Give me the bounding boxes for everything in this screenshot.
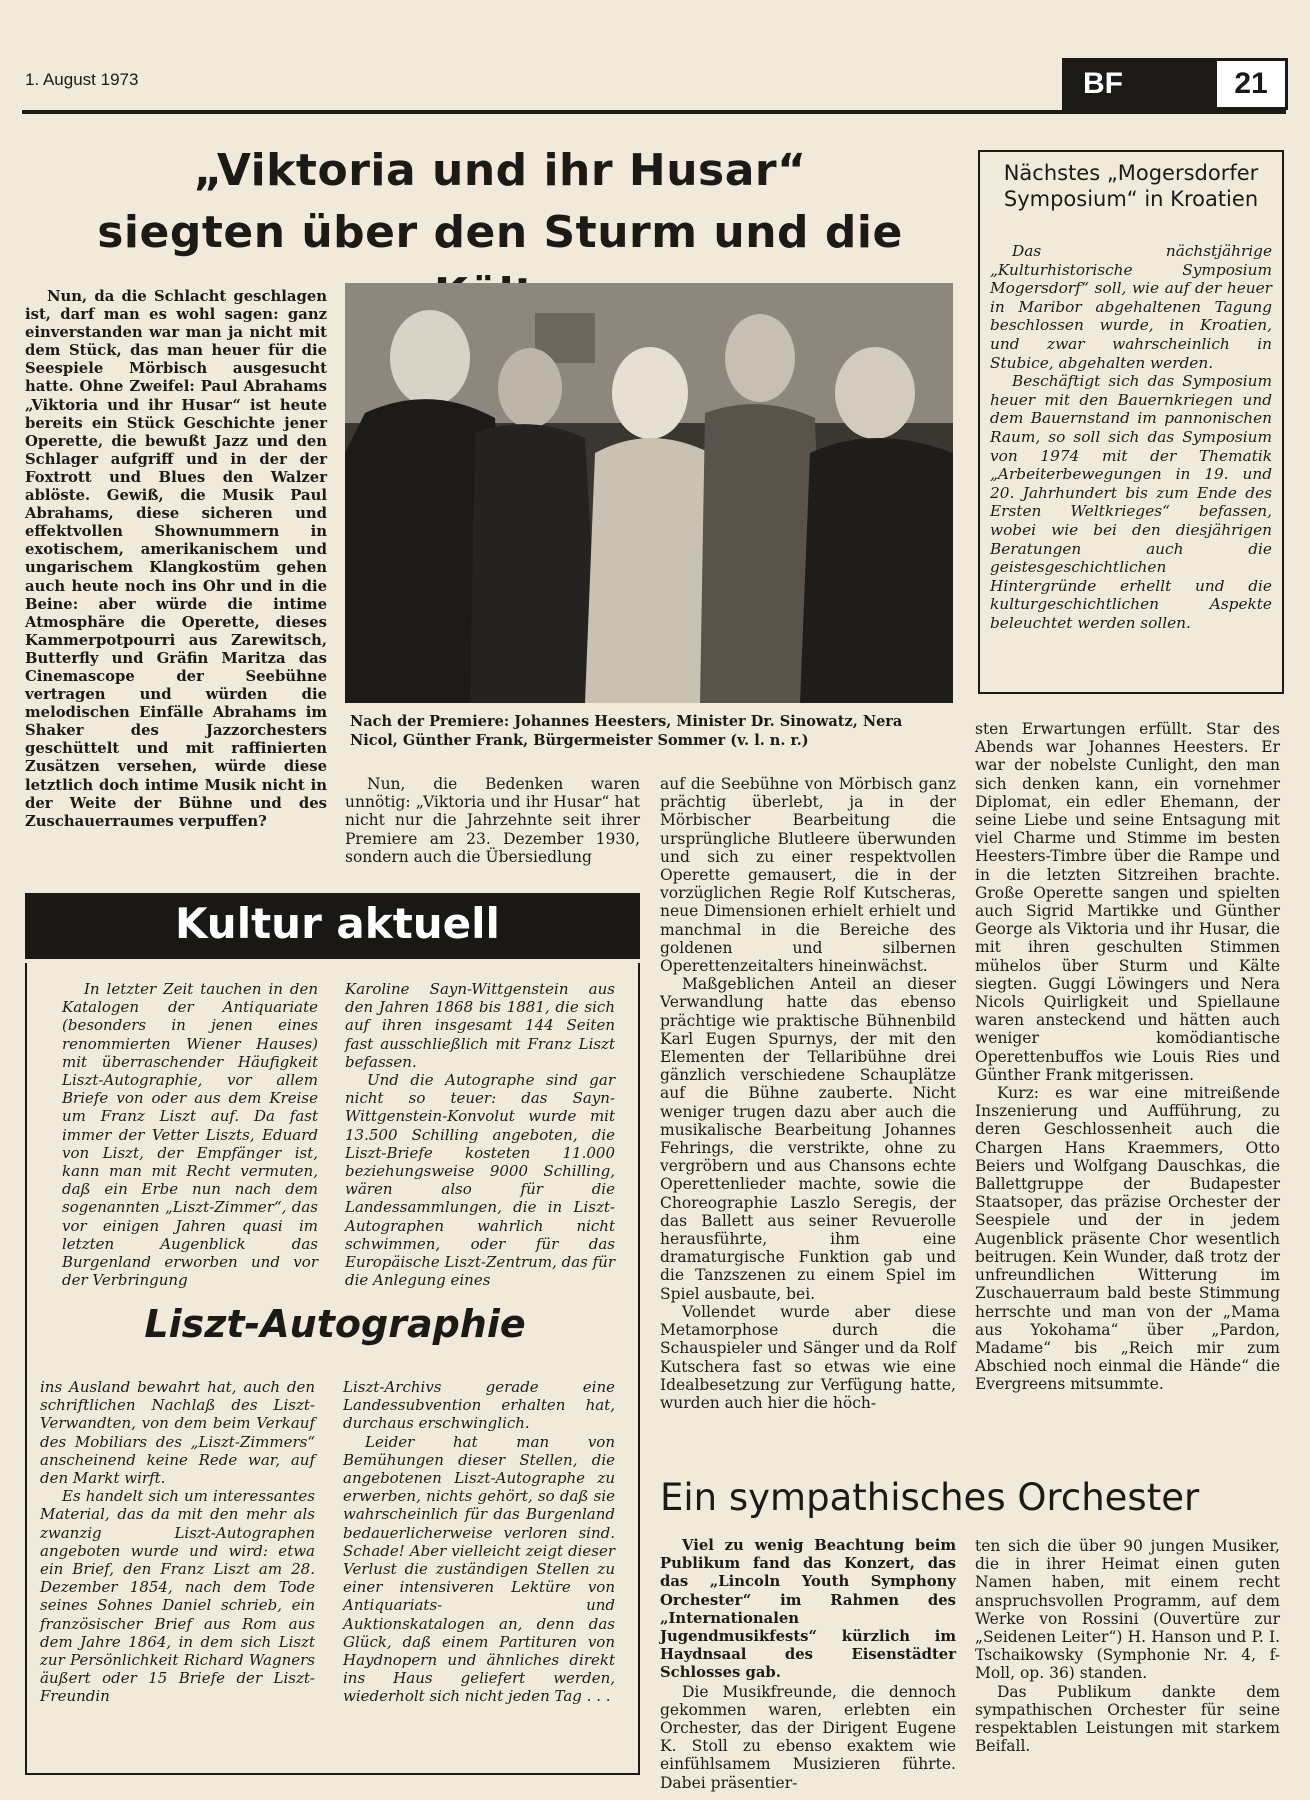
kultur-paragraph: Leider hat man von Bemühungen dieser Stellen, die angebotenen Liszt-Autographe zu erwerben, nichts gehört, so daß sie wahrscheinlich für das Burgenland bedauerlicherweise verloren sind. Schade! Aber vielleicht zeigt dieser Verlust die zuständigen Stellen zu einer intensiveren Lektüre von Antiquariats- und Auktionskatalogen an, denn das Glück, daß einem Partituren von Haydnopern und ähnliches direkt ins Haus geliefert werden, wiederholt sich nicht jeden Tag . . . bbox=[343, 1432, 615, 1706]
issue-date: 1. August 1973 bbox=[25, 70, 139, 89]
article-column-4 bbox=[975, 720, 1280, 1394]
article-paragraph: auf die Seebühne von Mörbisch ganz prächtig überlebt, ja in der Mörbischer Bearbeitung die ursprüngliche Blutleere überwunden und sich zu einer respektvollen Operette gemausert, die in der vorzüglichen Regie Rolf Kutscheras, neue Dimensionen erhielt erhielt und manchmal in die Bereiche des goldenen und silbernen Operettenzeitalters hineinwächst. bbox=[660, 775, 956, 976]
orchester-headline: Ein sympathisches Orchester bbox=[660, 1476, 1200, 1519]
article-paragraph: Vollendet wurde aber diese Metamorphose durch die Schauspieler und Sänger und da Rolf Kutschera fast so etwas wie eine Idealbesetzung zur Verfügung hatte, wurden auch hier die höch- bbox=[660, 1302, 956, 1412]
kultur-paragraph: Es handelt sich um interessantes Material, das da mit den mehr als zwanzig Liszt-Autographen angeboten wurde und wird: etwa ein Brief, den Franz Liszt am 28. Dezember 1854, nach dem Tode seines Sohnes Daniel schrieb, ein französischer Brief aus Rom aus dem Jahre 1864, in dem sich Liszt zur Persönlichkeit Richard Wagners äußert oder 15 Briefe der Liszt-Freundin bbox=[40, 1487, 315, 1706]
photo-caption: Nach der Premiere: Johannes Heesters, Minister Dr. Sinowatz, Nera Nicol, Günther Frank, Bürgermeister Sommer (v. l. n. r.) bbox=[350, 713, 903, 749]
orchester-paragraph: Das Publikum dankte dem sympathischen Orchester für seine respektablen Leistungen mit starkem Beifall. bbox=[975, 1682, 1280, 1756]
kultur-paragraph: Karoline Sayn-Wittgenstein aus den Jahren 1868 bis 1881, die sich auf ihren insgesamt 144 Seiten fast ausschließlich mit Franz Liszt befassen. bbox=[345, 980, 615, 1071]
header-rule bbox=[22, 110, 1286, 114]
symposium-sidebar bbox=[978, 150, 1284, 694]
article-paragraph: Nun, die Bedenken waren unnötig: „Viktoria und ihr Husar“ hat nicht nur die Jahrzehnte seit ihrer Premiere am 23. Dezember 1930, sondern auch die Übersiedlung bbox=[345, 775, 640, 866]
orchester-column-1 bbox=[660, 1537, 956, 1792]
sidebar-body bbox=[990, 242, 1272, 632]
sidebar-title: Nächstes „Mogersdorfer Symposium“ in Kroatien bbox=[1003, 161, 1259, 211]
photo-illustration bbox=[345, 283, 953, 703]
lead-column bbox=[25, 288, 327, 831]
kultur-upper-right bbox=[345, 980, 615, 1289]
article-paragraph: Maßgeblichen Anteil an dieser Verwandlung hatte das ebenso prächtige wie praktische Bühnenbild Karl Eugen Spurnys, der mit den Elementen der Tellaribühne drei gänzlich verschiedene Schauplätze auf die Bühne zauberte. Nicht weniger trugen dazu aber auch die musikalische Bearbeitung Johannes Fehrings, die verstrikte, ohne zu vergröbern und aus Chansons echte Operettenlieder machte, sowie die Choreographie Laszlo Seregis, der das Ballett aus seiner Revuerolle herausführte, ihm eine dramaturgische Funktion gab und die Tanzszenen zu einem Spiel im Spiel ausbaute, bei. bbox=[660, 975, 956, 1303]
lead-paragraph: Nun, da die Schlacht geschlagen ist, darf man es wohl sagen: ganz einverstanden war man ja nicht mit dem Stück, das man heuer für die Seespiele Mörbisch ausgesucht hatte. Ohne Zweifel: Paul Abrahams „Viktoria und ihr Husar“ ist heute bereits ein Stück Geschichte jener Operette, die bewußt Jazz und den Schlager aufgriff und in der der Foxtrott und Blues den Walzer ablöste. Gewiß, die Musik Paul Abrahams, diese sicheren und effektvollen Shownummern in exotischem, amerikanischem und ungarischem Klangkostüm gehen auch heute noch ins Ohr und in die Beine: aber würde die intime Atmosphäre die Operette, dieses Kammerpotpourri aus Zarewitsch, Butterfly und Gräfin Maritza das Cinemascope der Seebühne vertragen und würden die melodischen Einfälle Abrahams im Shaker des Jazzorchesters geschüttelt und mit raffinierten Zusätzen versehen, würde diese letztlich doch intime Musik nicht in der Weite der Bühne und des Zuschauerraumes verpuffen? bbox=[25, 288, 327, 830]
kultur-lower-right bbox=[343, 1378, 615, 1706]
kultur-upper-left bbox=[62, 980, 318, 1289]
kultur-paragraph: ins Ausland bewahrt hat, auch den schriftlichen Nachlaß des Liszt-Verwandten, von dem beim Verkauf des Mobiliars des „Liszt-Zimmers“ anscheinend keine Rede war, auf den Markt wirft. bbox=[40, 1378, 315, 1488]
headline-line-1: „Viktoria und ihr Husar“ bbox=[193, 145, 807, 196]
orchester-column-2 bbox=[975, 1537, 1280, 1755]
kultur-aktuell-banner bbox=[25, 893, 640, 959]
orchester-paragraph: ten sich die über 90 jungen Musiker, die in ihrer Heimat einen guten Namen haben, mit einem recht anspruchsvollen Programm, auf dem Werke von Rossini (Ouvertüre zur „Seidenen Leiter“) H. Hanson und P. I. Tschaikowsky (Symphonie Nr. 4, f-Moll, op. 36) standen. bbox=[975, 1537, 1280, 1683]
kultur-paragraph: In letzter Zeit tauchen in den Katalogen der Antiquariate (besonders in jenen eines renommierten Wiener Hauses) mit überraschender Häufigkeit Liszt-Autographie, vor allem Briefe von oder aus dem Kreise um Franz Liszt auf. Da fast immer der Vetter Liszts, Eduard von Liszt, der Empfänger ist, kann man mit Recht vermuten, daß ein Erbe nun nach dem sogenannten „Liszt-Zimmer“, das vor einigen Jahren quasi im letzten Augenblick das Burgenland erworben und vor der Verbringung bbox=[62, 980, 318, 1290]
publication-logo: BF bbox=[1065, 61, 1217, 107]
kultur-paragraph: Und die Autographe sind gar nicht so teuer: das Sayn-Wittgenstein-Konvolut wurde mit 13.500 Schilling angeboten, die Liszt-Briefe kosteten 11.000 beziehungsweise 9000 Schilling, wären also für die Landessammlungen, die in Liszt-Autographen wahrlich nicht schwimmen, oder für das Europäische Liszt-Zentrum, das für die Anlegung eines bbox=[345, 1071, 615, 1290]
sidebar-paragraph: Beschäftigt sich das Symposium heuer mit den Bauernkriegen und dem Bauernstand im pannonischen Raum, so soll sich das Symposium von 1974 mit der Thematik „Arbeiterbewegungen in 19. und 20. Jahrhundert bis zum Ende des Ersten Weltkrieges“ befassen, wobei wie bei den diesjährigen Beratungen auch die geistesgeschichtlichen Hintergründe erhellt und die kulturgeschichtlichen Aspekte beleuchtet werden sollen. bbox=[990, 372, 1272, 632]
page-number: 21 bbox=[1234, 67, 1268, 100]
kultur-paragraph: Liszt-Archivs gerade eine Landessubvention erhalten hat, durchaus erschwinglich. bbox=[343, 1378, 615, 1433]
article-paragraph: sten Erwartungen erfüllt. Star des Abends war Johannes Heesters. Er war der nobelste Cunlight, den man sich denken kann, ein vornehmer Diplomat, ein edler Ehemann, der seine Liebe und seine Entsagung mit viel Charme und Stimme im besten Heesters-Timbre über die Rampe und in die letzten Sitzreihen brachte. Große Operette sangen und spielten auch Sigrid Martikke und Günther George als Viktoria und ihr Husar, die mit ihren geschulten Stimmen mühelos über Sturm und Kälte siegten. Guggi Löwingers und Nera Nicols Quirligkeit und Spiellaune waren ansteckend und hätten auch weniger komödiantische Operettenbuffos wie Louis Ries und Günther Frank mitgerissen. bbox=[975, 720, 1280, 1084]
publication-badge bbox=[1062, 58, 1288, 110]
premiere-photo bbox=[345, 283, 953, 703]
kultur-aktuell-title: Kultur aktuell bbox=[175, 899, 500, 948]
liszt-autographie-headline: Liszt-Autographie bbox=[144, 1302, 526, 1346]
orchester-lead: Viel zu wenig Beachtung beim Publikum fand das Konzert, das das „Lincoln Youth Symphony Orchester“ im Rahmen des „Internationalen Jugendmusikfests“ kürzlich im Haydnsaal des Eisenstädter Schlosses gab. bbox=[660, 1537, 956, 1682]
sidebar-paragraph: Das nächstjährige „Kulturhistorische Symposium Mogersdorf“ soll, wie auf der heuer in Maribor abgehaltenen Tagung beschlossen wurde, in Kroatien, und zwar wahrscheinlich in Stubice, abgehalten werden. bbox=[990, 242, 1272, 372]
orchester-paragraph: Die Musikfreunde, die dennoch gekommen waren, erlebten ein Orchester, das der Dirigent Eugene K. Stoll zu ebenso exaktem wie einfühlsamem Musizieren führte. Dabei präsentier- bbox=[660, 1682, 956, 1792]
headline-line-2: siegten über den Sturm und die bbox=[97, 207, 903, 258]
article-column-2 bbox=[345, 775, 640, 866]
article-column-3 bbox=[660, 775, 956, 1412]
article-paragraph: Kurz: es war eine mitreißende Inszenierung und Aufführung, zu deren Geschlossenheit auch die Chargen Hans Kraemmers, Otto Beiers und Wolfgang Dauschkas, die Ballettgruppe der Budapester Staatsoper, das präzise Orchester der Seespiele und der in jedem Augenblick präsente Chor wesentlich beitrugen. Kein Wunder, daß trotz der unfreundlichen Witterung im Zuschauerraum bald beste Stimmung herrschte und man von der „Mama aus Yokohama“ über „Pardon, Madame“ bis „Reich mir zum Abschied noch einmal die Hände“ die Evergreens mitsummte. bbox=[975, 1084, 1280, 1394]
kultur-lower-left bbox=[40, 1378, 315, 1706]
